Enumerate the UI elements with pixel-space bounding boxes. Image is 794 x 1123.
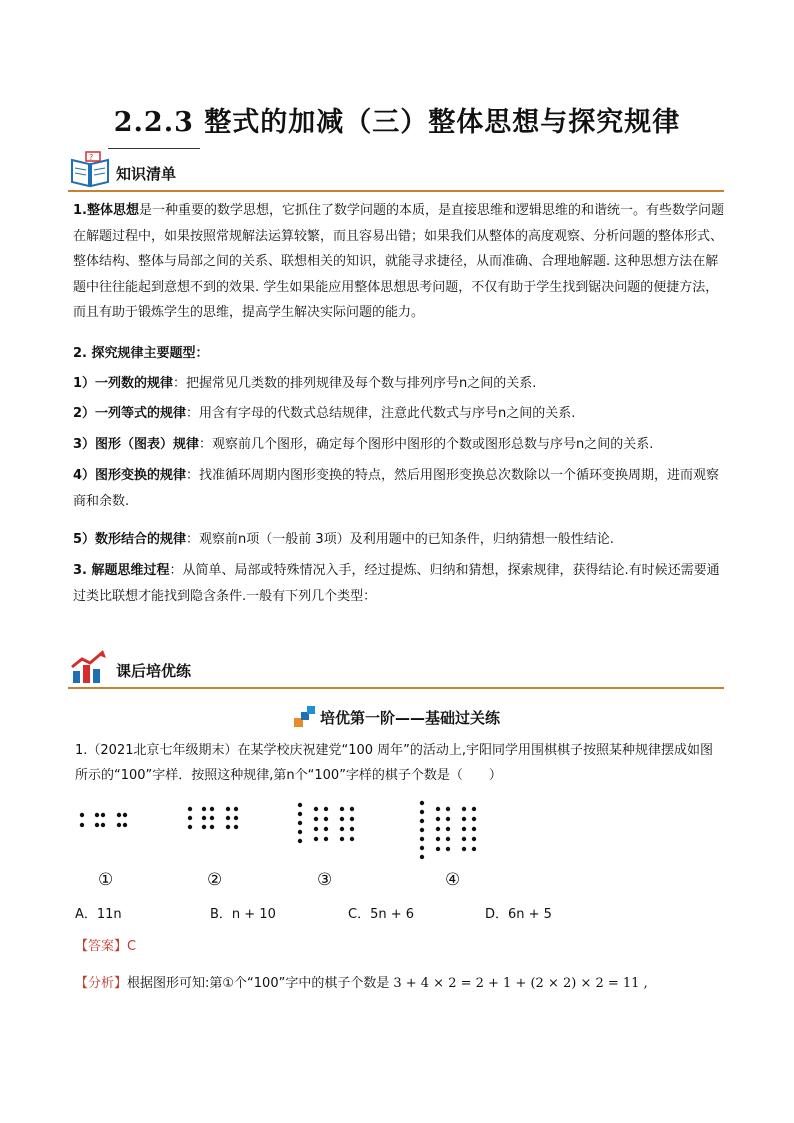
- rule-text: ：把握常见几类数的排列规律及每个数与排列序号n之间的关系.: [173, 376, 537, 391]
- subhead-tier1: [0, 705, 794, 728]
- rule-text: ：观察前n项（一般前 3项）及利用题中的已知条件，归纳猜想一般性结论.: [186, 532, 614, 547]
- pattern-2: [188, 807, 238, 829]
- figure-label-3: ③: [317, 870, 333, 890]
- book-icon: [70, 150, 110, 188]
- answer-label: 【答案】: [75, 939, 128, 954]
- rule-text: ：用含有字母的代数式总结规律，注意此代数式与序号n之间的关系.: [186, 406, 576, 421]
- rule-text: ：找准循环周期内图形变换的特点，然后用图形变换总次数除以一个循环变换周期，进而观察商和余数.: [73, 468, 720, 509]
- section-rule: [68, 687, 724, 689]
- analysis-formula: 3 + 4 × 2 = 2 + 1 + (2 × 2) × 2 = 11 ,: [393, 976, 648, 991]
- rule-item-4: [73, 463, 725, 514]
- pattern-4: [420, 801, 476, 859]
- section-rule: [68, 190, 724, 192]
- subhead-text: 培优第一阶——基础过关练: [319, 709, 500, 727]
- rule-item-1: [73, 371, 725, 397]
- paragraph-holistic: [73, 198, 725, 326]
- svg-text:?: ?: [89, 153, 94, 162]
- rule-text: ：观察前几个图形，确定每个图形中图形的个数或图形总数与序号n之间的关系.: [199, 437, 654, 452]
- figure-label-2: ②: [207, 870, 223, 890]
- analysis-line: [75, 971, 725, 996]
- go-stone-100-figure: [70, 795, 510, 895]
- section-label: 课后培优练: [116, 662, 192, 680]
- stairs-icon: [294, 705, 316, 727]
- paragraph-text: 是一种重要的数学思想，它抓住了数学问题的本质，是直接思维和逻辑思维的和谐统一。有些数学问题在解题过程中，如果按照常规解法运算较繁，而且容易出错；如果我们从整体的高度观察、分析问题的整体形式、整体结构、整体与局部之间的关系、联想相关的知识，就能寻求捷径，从而准确、合理地解题. 这种思想方法在解题中往往能起到意想不到的效果. 学生如果能应用整体思想思考问题，不仅有助于学生找到锯决问题的便捷方法，而且有助于锻炼学生的思维，提高学生解决实际问题的能力。: [73, 203, 724, 320]
- section-header-practice: [68, 645, 724, 689]
- paragraph-thinking-process: [73, 558, 725, 609]
- rule-title: 2）一列等式的规律: [73, 406, 187, 421]
- section-label: 知识清单: [116, 165, 177, 183]
- rule-item-5: [73, 527, 725, 553]
- pattern-1: [80, 813, 127, 827]
- header-top-rule: [108, 148, 200, 149]
- paragraph-text: ：从简单、局部或特殊情况入手，经过提炼、归纳和猜想，探索规律，获得结论.有时候还需要通过类比联想才能找到隐含条件.一般有下列几个类型：: [73, 563, 720, 604]
- analysis-label: 【分析】: [75, 976, 128, 991]
- pattern-3: [298, 803, 354, 843]
- option-d[interactable]: D．6n + 5: [485, 907, 552, 922]
- bar-chart-icon: [70, 649, 108, 685]
- page-title: 2.2.3 整式的加减（三）整体思想与探究规律: [113, 107, 681, 138]
- rule-title: 4）图形变换的规律: [73, 468, 187, 483]
- rule-item-3: [73, 432, 725, 458]
- figure-label-1: ①: [98, 870, 114, 890]
- analysis-text: 根据图形可知:第①个“100”字中的棋子个数是: [127, 976, 390, 991]
- section-header-knowledge: [68, 148, 724, 192]
- answer-line: [75, 935, 136, 954]
- rule-title: 1）一列数的规律: [73, 376, 174, 391]
- answer-value: C: [127, 939, 137, 954]
- option-b[interactable]: B．n + 10: [210, 907, 276, 922]
- figure-label-4: ④: [445, 870, 461, 890]
- option-a[interactable]: A．11n: [75, 907, 122, 922]
- term-holistic: 1.整体思想: [73, 203, 139, 218]
- rule-title: 5）数形结合的规律: [73, 532, 187, 547]
- rule-item-2: [73, 401, 725, 427]
- paragraph-heading-2: [73, 341, 725, 367]
- rule-title: 3）图形（图表）规律: [73, 437, 200, 452]
- heading-rule-types: 2. 探究规律主要题型：: [73, 346, 209, 361]
- heading-thinking: 3. 解题思维过程: [73, 563, 170, 578]
- question-1-text: 1.（2021北京七年级期末）在某学校庆祝建党“100 周年”的活动上,宇阳同学用围棋棋子按照某种规律摆成如图所示的“100”字样．按照这种规律,第n个“100”字样的棋子个数是（ ）: [75, 743, 714, 783]
- option-c[interactable]: C．5n + 6: [348, 907, 415, 922]
